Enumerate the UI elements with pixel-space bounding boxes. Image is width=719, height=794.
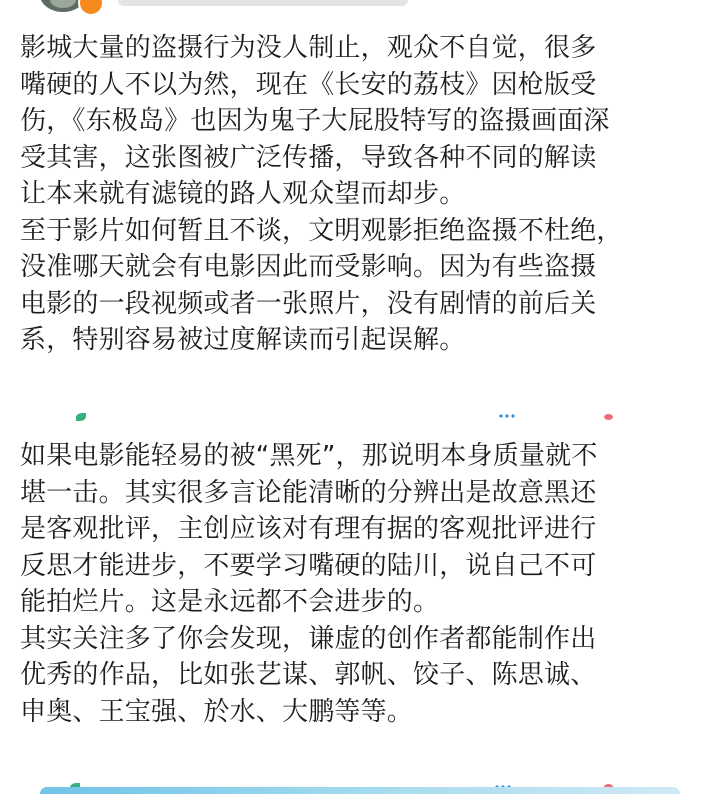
- text-line: 影城大量的盗摄行为没人制止，观众不自觉，很多: [20, 33, 597, 63]
- text-line: 没准哪天就会有电影因此而受影响。因为有些盗摄: [20, 252, 597, 282]
- embedded-image-preview[interactable]: [40, 787, 680, 794]
- text-line: 系，特别容易被过度解读而引起误解。: [20, 325, 466, 355]
- text-line: 电影的一段视频或者一张照片，没有剧情的前后关: [20, 288, 597, 319]
- post-header: [0, 0, 719, 14]
- image-divider: [0, 411, 719, 421]
- text-line: 堪一击。其实很多言论能清晰的分辨出是故意黑还: [20, 477, 597, 508]
- text-line: 申奥、王宝强、於水、大鹏等等。: [20, 696, 414, 727]
- text-line: 至于影片如何暂且不谈，文明观影拒绝盗摄不杜绝，: [20, 215, 623, 246]
- post-body-paragraph-1: [20, 30, 700, 359]
- text-line: 是客观批评，主创应该对有理有据的客观批评进行: [20, 514, 597, 544]
- text-line: 优秀的作品，比如张艺谋、郭帆、饺子、陈思诚、: [20, 660, 597, 690]
- dot-icon: [604, 414, 613, 420]
- text-line: 其实关注多了你会发现，谦虚的创作者都能制作出: [20, 623, 597, 654]
- dots-icon: [498, 413, 516, 419]
- text-line: 让本来就有滤镜的路人观众望而却步。: [20, 179, 466, 209]
- leaf-icon: [76, 413, 86, 421]
- text-line: 受其害，这张图被广泛传播，导致各种不同的解读: [20, 142, 597, 173]
- text-line: 如果电影能轻易的被“黑死”，那说明本身质量就不: [20, 441, 598, 471]
- text-line: 能拍烂片。这是永远都不会进步的。: [20, 587, 440, 617]
- text-line: 伤，《东极岛》也因为鬼子大屁股特写的盗摄画面深: [20, 106, 610, 136]
- verified-badge-icon: [78, 0, 104, 14]
- text-line: 反思才能进步，不要学习嘴硬的陆川，说自己不可: [20, 550, 597, 581]
- post-meta: [118, 0, 408, 6]
- text-line: 嘴硬的人不以为然，现在《长安的荔枝》因枪版受: [20, 69, 597, 100]
- post-body-paragraph-2: [20, 438, 700, 730]
